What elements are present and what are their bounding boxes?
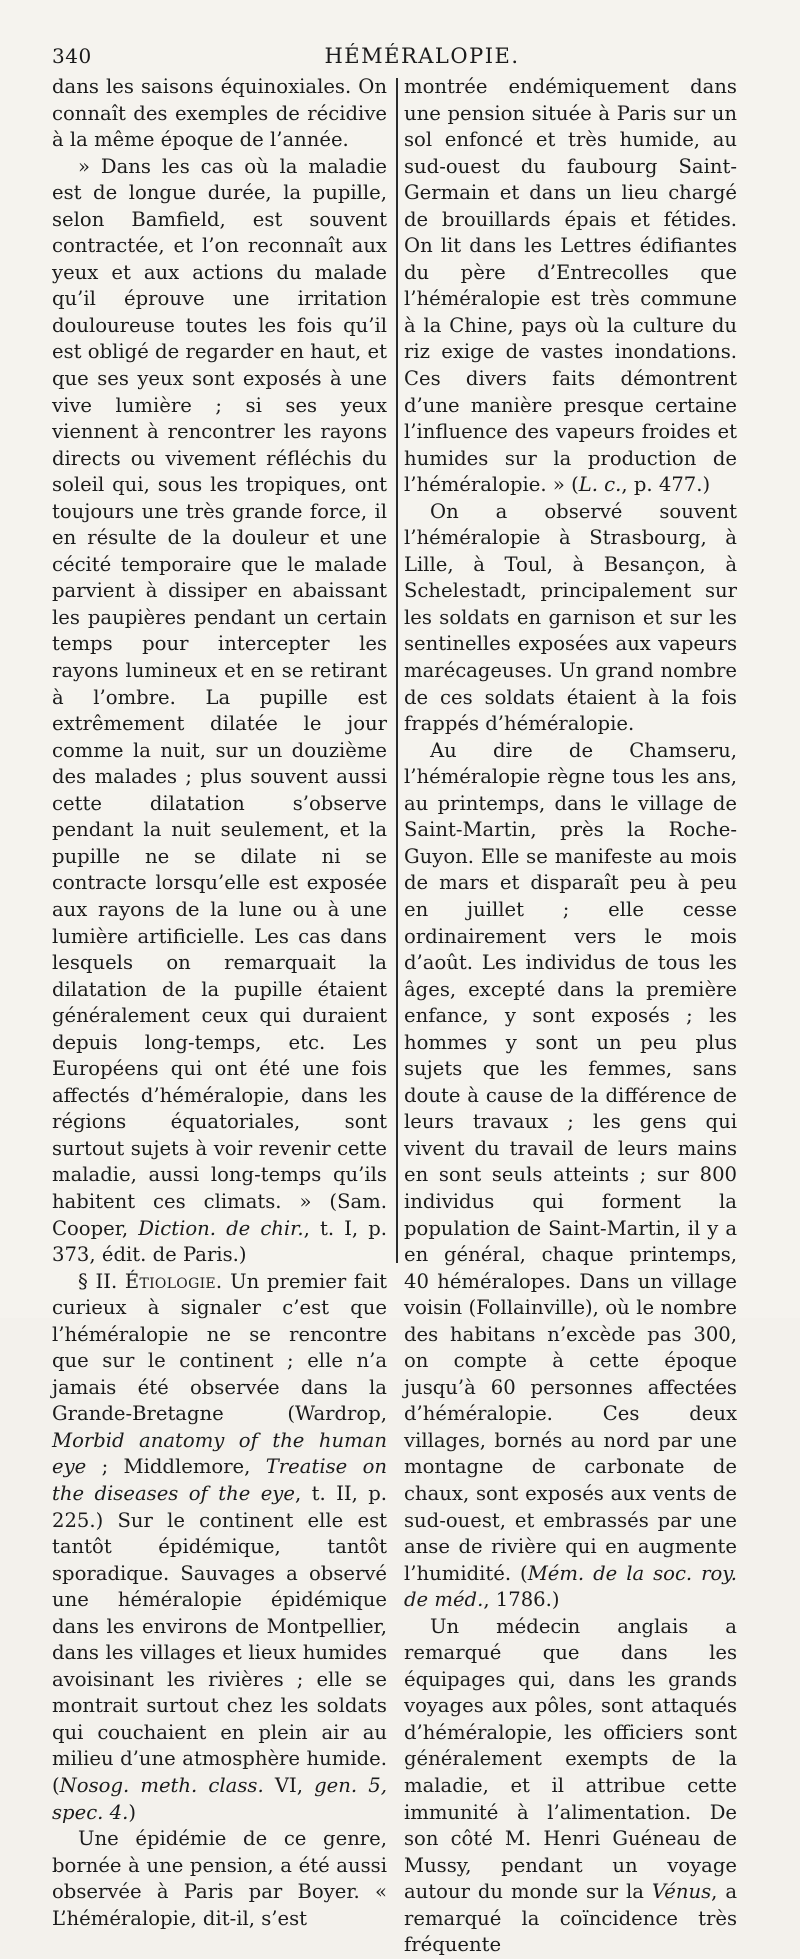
citation-text: , p. 477.) — [621, 473, 711, 497]
paragraph — [404, 738, 737, 1614]
paragraph-text: Un médecin anglais a remarqué que dans les équipages qui, dans les grands voyages aux pôles, sont attaqués d’héméralopie, les officiers sont généralement exempts de la maladie, et il attribue cette immunité à l’alimentation. De son côté M. Henri Guéneau de Mussy, pendant un voyage autour du monde sur la — [404, 1614, 737, 1904]
paragraph — [404, 1614, 737, 1959]
paragraph — [404, 499, 737, 738]
paragraph-text: Au dire de Chamseru, l’héméralopie règne tous les ans, au printemps, dans le village de Saint-Martin, près la Roche-Guyon. Elle se manifeste au mois de mars et disparaît peu à peu en juillet ; elle cesse ordinairement vers le mois d’août. Les individus de tous les âges, excepté dans la première enfance, y sont exposés ; les hommes y sont un peu plus sujets que les femmes, sans doute à cause de la différence de leurs travaux ; les gens qui vivent du travail de leurs mains en sont seuls atteints ; sur 800 individus qui forment la population de Saint-Martin, il y a en général, chaque printemps, 40 héméralopes. Dans un village voisin (Follainville), où le nombre des habitans n’excède pas 300, on compte à cette époque jusqu’à 60 personnes affectées d’héméralopie. Ces deux villages, bornés au nord par une montagne de carbonate de chaux, sont exposés aux vents de sud-ouest, et embrassés par une anse de rivière qui en augmente l’humidité. ( — [404, 738, 737, 1585]
paragraph-text: On a observé souvent l’héméralopie à Strasbourg, à Lille, à Toul, à Besançon, à Schelestadt, principalement sur les soldats en garnison et sur les sentinelles exposées aux vapeurs marécageuses. Un grand nombre de ces soldats étaient à la fois frappés d’héméralopie. — [404, 499, 737, 736]
citation-text: VI, — [263, 1774, 315, 1797]
left-column — [52, 74, 387, 1930]
running-title: HÉMÉRALOPIE. — [324, 44, 520, 68]
paragraph — [52, 1826, 387, 1932]
paragraph — [52, 74, 387, 154]
citation-italic: Morbid anatomy of the human eye — [52, 1428, 387, 1479]
citation-italic: Mém. de la soc. roy. de méd. — [404, 1561, 737, 1612]
paragraph — [404, 74, 737, 499]
ship-name-italic: Vénus — [651, 1880, 712, 1904]
paragraph-text: dans les saisons équinoxiales. On connaît des exemples de récidive à la même époque de l’année. — [52, 75, 387, 152]
page-header — [52, 44, 792, 72]
citation-italic: gen. 5, spec. 4. — [52, 1774, 387, 1824]
section-paragraph — [52, 1269, 387, 1826]
paragraph-text: montrée endémiquement dans une pension située à Paris sur un sol enfoncé et très humide, au sud-ouest du faubourg Saint-Germain et dans un lieu chargé de brouillards épais et fétides. On lit dans les Lettres édifiantes du père d’Entrecolles que l’héméralopie est très commune à la Chine, pays où la culture du riz exige de vastes inondations. Ces divers faits démontrent d’une manière presque certaine l’influence des vapeurs froides et humides sur la production de l’héméralopie. » ( — [404, 75, 737, 497]
citation-italic: Diction. de chir. — [138, 1216, 304, 1240]
right-column — [404, 74, 737, 1957]
citation-text: , t. I, p. 373, édit. de Paris.) — [52, 1216, 387, 1267]
paragraph-text: Un premier fait curieux à signaler c’est que l’héméralopie ne se rencontre que sur le continent ; elle n’a jamais été observée dans la Grande-Bretagne (Wardrop, — [52, 1269, 387, 1426]
paragraph-text: , t. II, p. 225.) Sur le continent elle est tantôt épidémique, tantôt sporadique. Sauvages a observé une héméralopie épidémique dans les environs de Montpellier, dans les villages et lieux humides avoisinant les rivières ; elle se montrait surtout chez les soldats qui couchaient en plein air au milieu d’une atmosphère humide. ( — [52, 1481, 387, 1797]
citation-italic: L. c. — [578, 473, 622, 497]
paragraph — [52, 154, 387, 1269]
citation-text: , 1786.) — [483, 1588, 560, 1612]
paragraph-text: » Dans les cas où la maladie est de longue durée, la pupille, selon Bamfield, est souvent contractée, et l’on reconnaît aux yeux et aux actions du malade qu’il éprouve une irritation douloureuse toutes les fois qu’il est obligé de regarder en haut, et que ses yeux sont exposés à une vive lumière ; si ses yeux viennent à rencontrer les rayons directs ou vivement réfléchis du soleil qui, sous les tropiques, ont toujours une très grande force, il en résulte de la douleur et une cécité temporaire que le malade parvient à dissiper en abaissant les paupières pendant un certain temps pour intercepter les rayons lumineux et en se retirant à l’ombre. La pupille est extrêmement dilatée le jour comme la nuit, sur un douzième des malades ; plus souvent aussi cette dilatation s’observe pendant la nuit seulement, et la pupille ne se dilate ni se contracte lorsqu’elle est exposée aux rayons de la lune ou à une lumière artificielle. Les cas dans lesquels on remarquait la dilatation de la pupille étaient généralement ceux qui duraient depuis long-temps, etc. Les Européens qui ont été une fois affectés d’héméralopie, dans les régions équatoriales, sont surtout sujets à voir revenir cette maladie, aussi long-temps qu’ils habitent ces climats. » (Sam. Cooper, — [52, 154, 387, 1240]
section-number: § II. — [78, 1269, 125, 1293]
column-divider — [396, 78, 398, 1263]
citation-italic: Treatise on the diseases of the eye — [52, 1455, 387, 1505]
citation-italic: Nosog. meth. class. — [59, 1774, 264, 1797]
section-title: Étiologie. — [124, 1269, 223, 1293]
paragraph-text: Une épidémie de ce genre, bornée à une pension, a été aussi observée à Paris par Boyer. « L’héméralopie, dit-il, s’est — [52, 1827, 387, 1930]
paragraph-text: , a remarqué la coïncidence très fréquente — [404, 1880, 737, 1957]
citation-text: ) — [128, 1800, 136, 1824]
citation-text: ; Middlemore, — [86, 1455, 266, 1479]
page-number: 340 — [52, 44, 92, 68]
